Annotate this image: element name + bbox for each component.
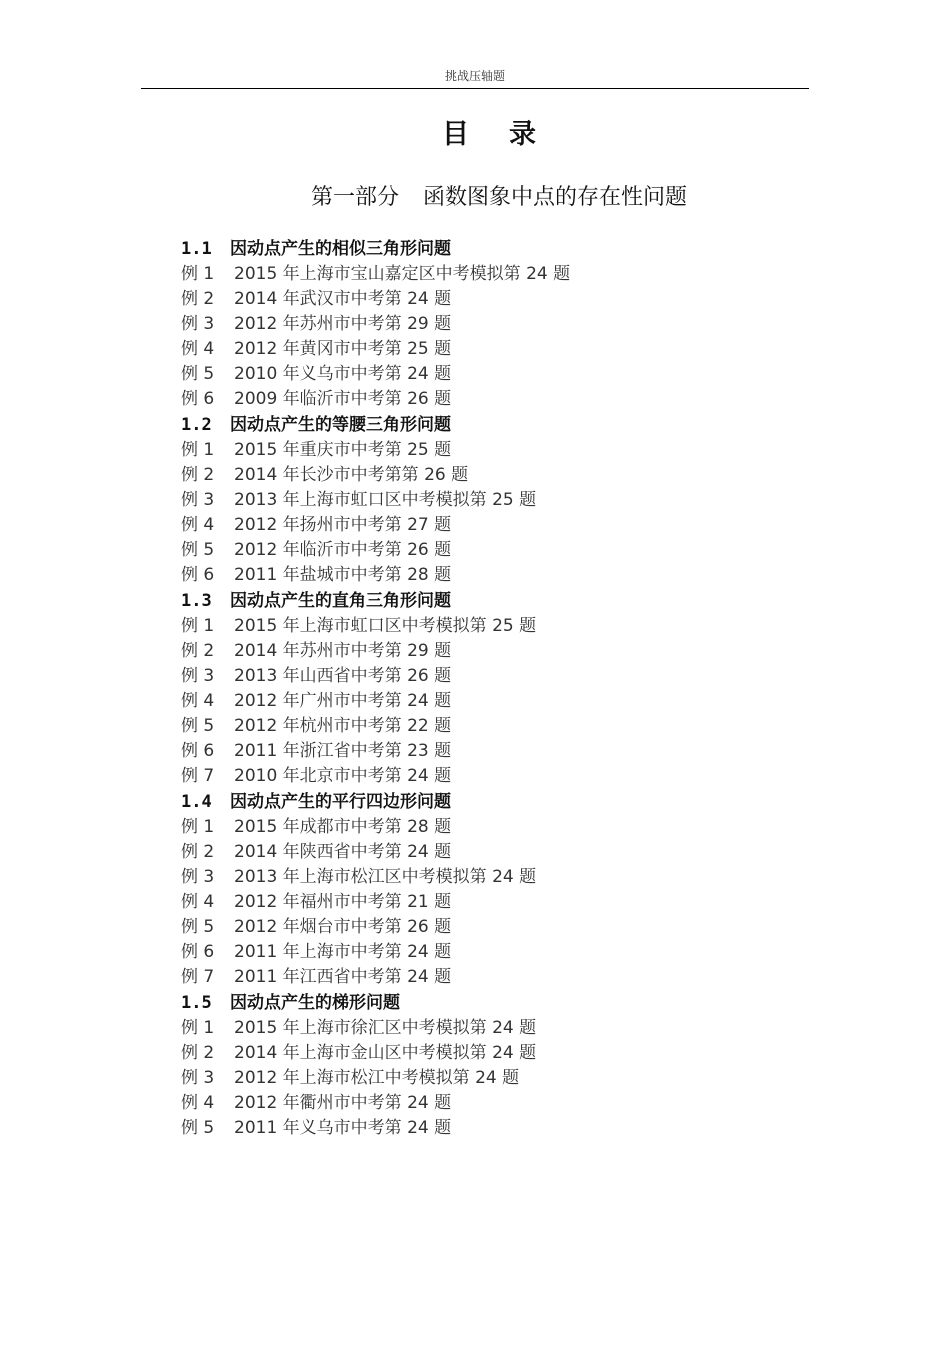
entry-text: 2012 年临沂市中考第 26 题: [234, 540, 452, 560]
toc-entry[interactable]: [181, 714, 741, 739]
toc-entry[interactable]: [181, 362, 741, 387]
toc-entry[interactable]: [181, 563, 741, 588]
entry-label: 例 4: [181, 892, 215, 912]
toc-entry[interactable]: [181, 815, 741, 840]
entry-text: 2015 年上海市虹口区中考模拟第 25 题: [234, 616, 537, 636]
entry-label: 例 3: [181, 1068, 215, 1088]
toc-entry[interactable]: [181, 764, 741, 789]
toc-entry[interactable]: [181, 463, 741, 488]
entry-text: 2010 年义乌市中考第 24 题: [234, 364, 452, 384]
header-rule: [141, 88, 809, 89]
toc-entry[interactable]: [181, 614, 741, 639]
toc-entry[interactable]: [181, 689, 741, 714]
entry-label: 例 1: [181, 264, 215, 284]
toc-entry[interactable]: [181, 337, 741, 362]
entry-text: 2014 年长沙市中考第第 26 题: [234, 465, 469, 485]
entry-label: 例 2: [181, 289, 215, 309]
entry-text: 2012 年上海市松江中考模拟第 24 题: [234, 1068, 520, 1088]
toc-section-heading[interactable]: [181, 412, 741, 438]
toc-entry[interactable]: [181, 1116, 741, 1141]
entry-text: 2015 年上海市徐汇区中考模拟第 24 题: [234, 1018, 537, 1038]
entry-text: 2012 年衢州市中考第 24 题: [234, 1093, 452, 1113]
toc-entry[interactable]: [181, 262, 741, 287]
entry-label: 例 4: [181, 339, 215, 359]
toc-entry[interactable]: [181, 840, 741, 865]
entry-label: 例 1: [181, 817, 215, 837]
section-number: 1.2: [181, 415, 212, 435]
entry-label: 例 7: [181, 766, 215, 786]
entry-text: 2013 年山西省中考第 26 题: [234, 666, 452, 686]
toc-entry[interactable]: [181, 513, 741, 538]
entry-label: 例 1: [181, 1018, 215, 1038]
entry-text: 2011 年浙江省中考第 23 题: [234, 741, 452, 761]
section-number: 1.4: [181, 792, 212, 812]
toc-entry[interactable]: [181, 1066, 741, 1091]
toc-entry[interactable]: [181, 865, 741, 890]
section-number: 1.5: [181, 993, 212, 1013]
toc-entry[interactable]: [181, 890, 741, 915]
entry-text: 2011 年义乌市中考第 24 题: [234, 1118, 452, 1138]
entry-text: 2011 年盐城市中考第 28 题: [234, 565, 452, 585]
toc-entry[interactable]: [181, 739, 741, 764]
section-title: 因动点产生的直角三角形问题: [230, 591, 451, 611]
entry-text: 2011 年上海市中考第 24 题: [234, 942, 452, 962]
toc-entry[interactable]: [181, 664, 741, 689]
toc-title: 目录: [442, 119, 576, 150]
entry-text: 2015 年重庆市中考第 25 题: [234, 440, 452, 460]
entry-label: 例 2: [181, 842, 215, 862]
toc-entry[interactable]: [181, 915, 741, 940]
entry-label: 例 4: [181, 691, 215, 711]
entry-label: 例 3: [181, 666, 215, 686]
entry-text: 2014 年上海市金山区中考模拟第 24 题: [234, 1043, 537, 1063]
part-label: 第一部分: [310, 185, 399, 210]
entry-label: 例 3: [181, 490, 215, 510]
entry-text: 2011 年江西省中考第 24 题: [234, 967, 452, 987]
toc-entry[interactable]: [181, 287, 741, 312]
toc-section-heading[interactable]: [181, 990, 741, 1016]
entry-label: 例 6: [181, 389, 215, 409]
toc-entry[interactable]: [181, 488, 741, 513]
entry-label: 例 6: [181, 942, 215, 962]
section-title: 因动点产生的梯形问题: [230, 993, 400, 1013]
entry-label: 例 3: [181, 314, 215, 334]
part-title: 函数图象中点的存在性问题: [423, 185, 688, 210]
entry-text: 2013 年上海市松江区中考模拟第 24 题: [234, 867, 537, 887]
toc-entry[interactable]: [181, 1091, 741, 1116]
toc-section-heading[interactable]: [181, 236, 741, 262]
entry-text: 2010 年北京市中考第 24 题: [234, 766, 452, 786]
toc-entry[interactable]: [181, 965, 741, 990]
entry-text: 2014 年苏州市中考第 29 题: [234, 641, 452, 661]
entry-text: 2014 年陕西省中考第 24 题: [234, 842, 452, 862]
entry-text: 2012 年苏州市中考第 29 题: [234, 314, 452, 334]
entry-label: 例 7: [181, 967, 215, 987]
toc-section-heading[interactable]: [181, 588, 741, 614]
toc-entry[interactable]: [181, 639, 741, 664]
entry-text: 2012 年广州市中考第 24 题: [234, 691, 452, 711]
entry-text: 2012 年福州市中考第 21 题: [234, 892, 452, 912]
entry-label: 例 6: [181, 565, 215, 585]
toc-entry[interactable]: [181, 387, 741, 412]
entry-label: 例 2: [181, 1043, 215, 1063]
toc-entry[interactable]: [181, 312, 741, 337]
entry-text: 2015 年上海市宝山嘉定区中考模拟第 24 题: [234, 264, 571, 284]
entry-label: 例 4: [181, 1093, 215, 1113]
running-header: 挑战压轴题: [444, 69, 505, 83]
entry-text: 2012 年黄冈市中考第 25 题: [234, 339, 452, 359]
section-number: 1.1: [181, 239, 212, 259]
toc-entry[interactable]: [181, 940, 741, 965]
entry-text: 2015 年成都市中考第 28 题: [234, 817, 452, 837]
entry-label: 例 5: [181, 1118, 215, 1138]
part-heading: [0, 180, 950, 211]
entry-label: 例 1: [181, 440, 215, 460]
section-title: 因动点产生的平行四边形问题: [230, 792, 451, 812]
entry-label: 例 6: [181, 741, 215, 761]
section-number: 1.3: [181, 591, 212, 611]
entry-label: 例 2: [181, 465, 215, 485]
entry-label: 例 2: [181, 641, 215, 661]
entry-label: 例 5: [181, 917, 215, 937]
toc-entry[interactable]: [181, 1041, 741, 1066]
section-title: 因动点产生的等腰三角形问题: [230, 415, 451, 435]
entry-text: 2013 年上海市虹口区中考模拟第 25 题: [234, 490, 537, 510]
entry-text: 2012 年扬州市中考第 27 题: [234, 515, 452, 535]
toc-entry[interactable]: [181, 1016, 741, 1041]
entry-label: 例 1: [181, 616, 215, 636]
entry-label: 例 4: [181, 515, 215, 535]
toc-section-heading[interactable]: [181, 789, 741, 815]
entry-label: 例 5: [181, 364, 215, 384]
entry-label: 例 5: [181, 540, 215, 560]
entry-text: 2012 年烟台市中考第 26 题: [234, 917, 452, 937]
toc-entry[interactable]: [181, 438, 741, 463]
toc-list: [181, 236, 741, 1141]
entry-text: 2009 年临沂市中考第 26 题: [234, 389, 452, 409]
toc-entry[interactable]: [181, 538, 741, 563]
entry-label: 例 5: [181, 716, 215, 736]
entry-text: 2012 年杭州市中考第 22 题: [234, 716, 452, 736]
section-title: 因动点产生的相似三角形问题: [230, 239, 451, 259]
entry-label: 例 3: [181, 867, 215, 887]
entry-text: 2014 年武汉市中考第 24 题: [234, 289, 452, 309]
